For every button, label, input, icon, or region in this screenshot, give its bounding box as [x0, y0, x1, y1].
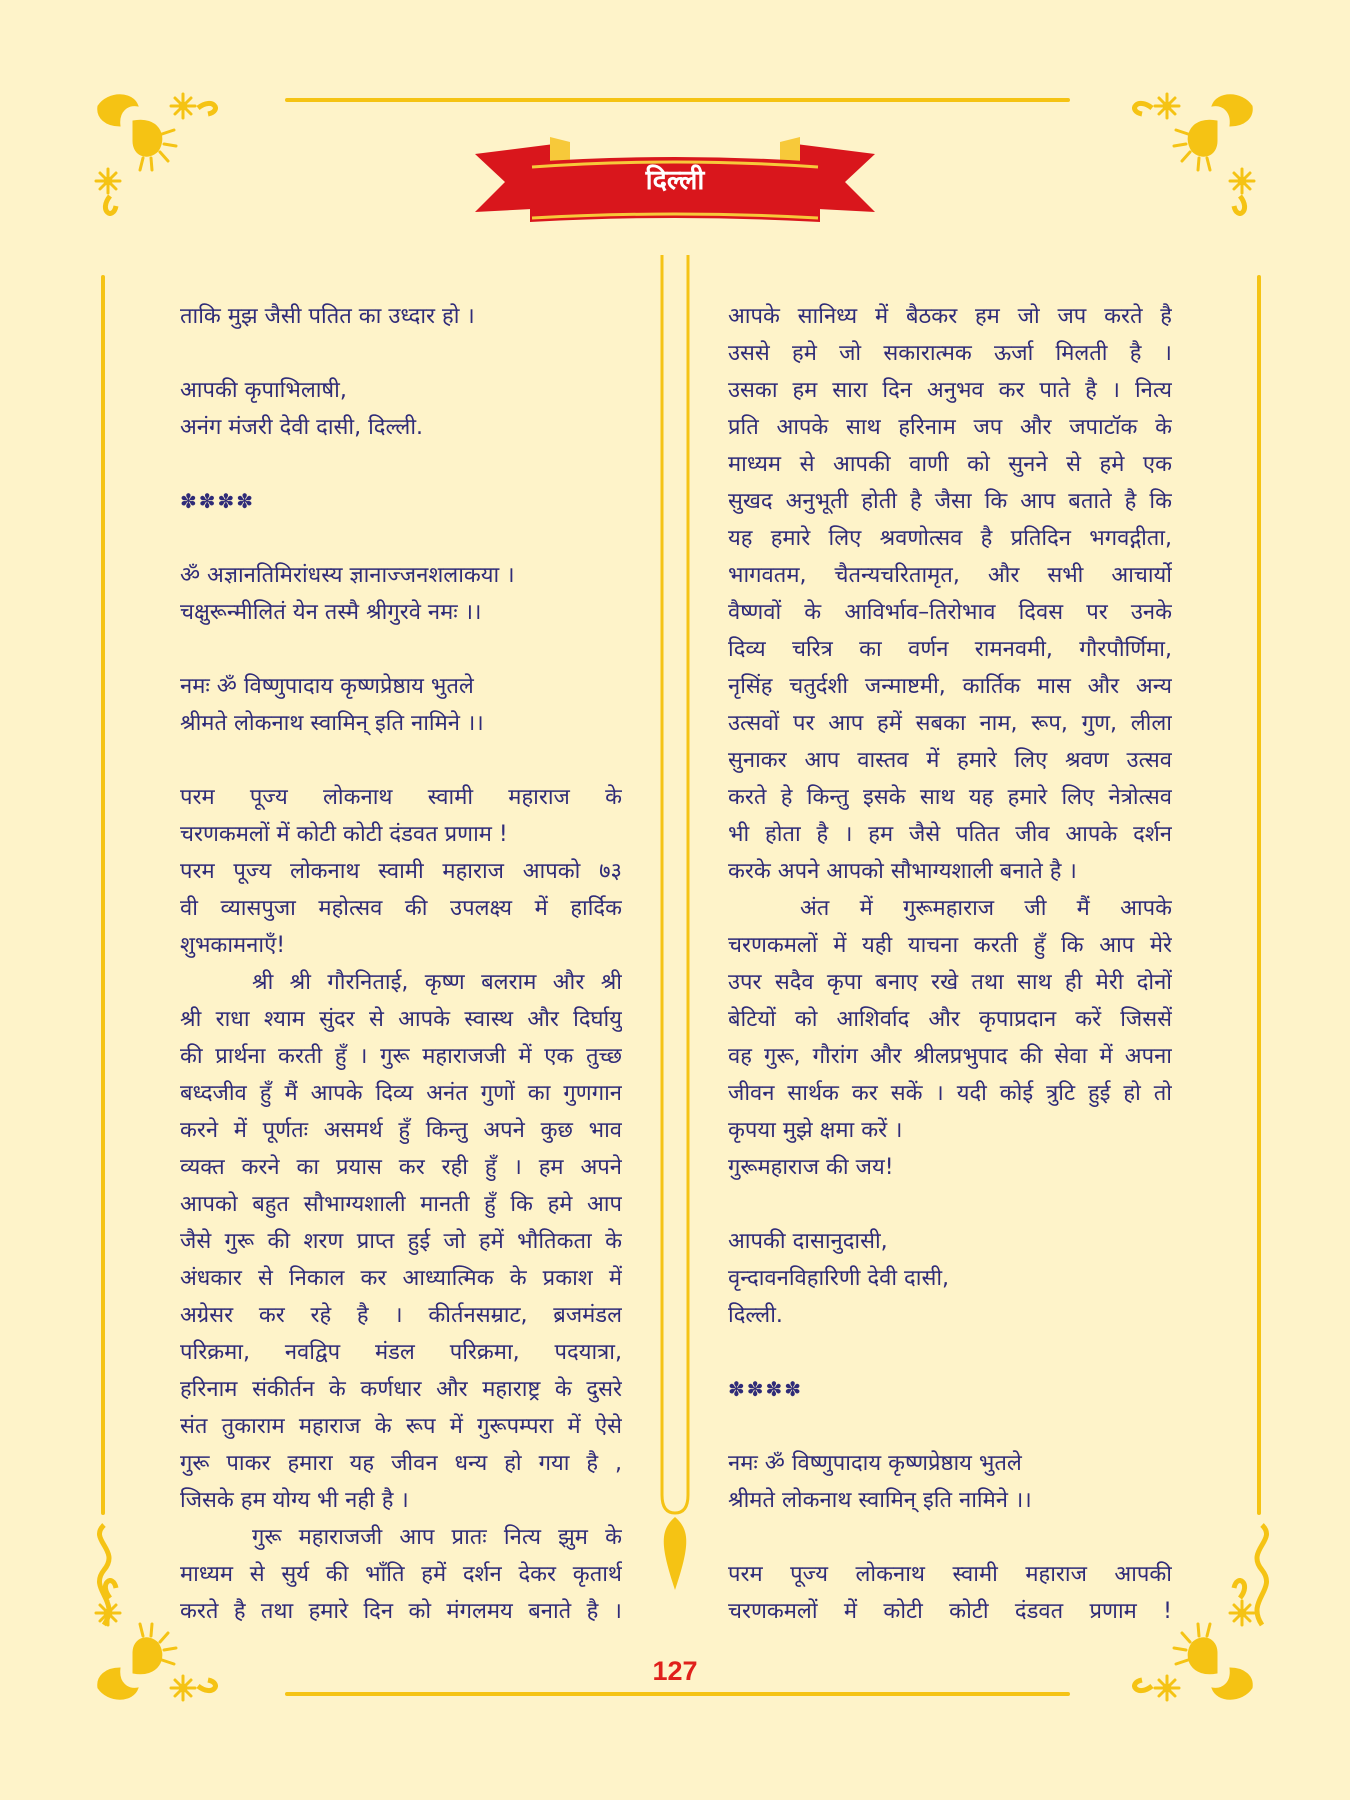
- corner-ornament-icon: [88, 86, 218, 216]
- border-right-line: [1257, 275, 1261, 1515]
- paragraph-line: संत तुकाराम महाराज के रूप में गुरूपम्परा में ऐसे: [180, 1414, 622, 1439]
- paragraph-line: परम पूज्य लोकनाथ स्वामी महाराज आपको ७३: [180, 859, 622, 884]
- side-scroll-ornament-icon: [86, 1520, 126, 1630]
- signature-line: अनंग मंजरी देवी दासी, दिल्ली.: [180, 415, 424, 440]
- verse-line: चक्षुरून्मीलितं येन तस्मै श्रीगुरवे नमः ।।: [180, 600, 482, 625]
- paragraph-line: गुरू पाकर हमारा यह जीवन धन्य हो गया है ,: [180, 1451, 622, 1476]
- right-text-column: [728, 298, 1172, 1630]
- paragraph-line: परम पूज्य लोकनाथ स्वामी महाराज आपकी: [728, 1562, 1172, 1587]
- page-title: दिल्ली: [645, 165, 705, 196]
- signature-line: दिल्ली.: [728, 1303, 783, 1328]
- paragraph-line: वह गुरू, गौरांग और श्रीलप्रभुपाद की सेवा में अपना: [728, 1044, 1172, 1069]
- paragraph-line: माध्यम से आपकी वाणी को सुनने से हमे एक: [728, 452, 1172, 477]
- blank-line: [728, 1186, 1172, 1223]
- page-number: 127: [652, 1656, 698, 1686]
- paragraph-line: परिक्रमा, नवद्विप मंडल परिक्रमा, पदयात्रा,: [180, 1340, 622, 1365]
- blank-line: [728, 1408, 1172, 1445]
- border-bottom-line: [285, 1692, 1070, 1696]
- paragraph-line: श्री श्री गौरनिताई, कृष्ण बलराम और श्री: [252, 970, 622, 995]
- paragraph-line: ताकि मुझ जैसी पतित का उध्दार हो ।: [180, 304, 475, 329]
- corner-ornament-icon: [1132, 86, 1262, 216]
- paragraph-line: कृपया मुझे क्षमा करें ।: [728, 1118, 903, 1143]
- blank-line: [180, 335, 622, 372]
- paragraph-line: हरिनाम संकीर्तन के कर्णधार और महाराष्ट्र के दुसरे: [180, 1377, 622, 1402]
- paragraph-line: भी होता है । हम जैसे पतित जीव आपके दर्शन: [728, 822, 1172, 847]
- border-left-line: [101, 275, 105, 1515]
- paragraph-line: जैसे गुरू की शरण प्राप्त हुई जो हमें भौतिकता के: [180, 1229, 622, 1254]
- verse-line: श्रीमते लोकनाथ स्वामिन् इति नामिने ।।: [180, 711, 484, 736]
- paragraph-line: चरणकमलों में यही याचना करती हुँ कि आप मेरे: [728, 933, 1172, 958]
- paragraph-line: करने में पूर्णतः असमर्थ हुँ किन्तु अपने कुछ भाव: [180, 1118, 622, 1143]
- section-separator: ✽✽✽✽: [180, 489, 256, 513]
- paragraph-line: सुखद अनुभूती होती है जैसा कि आप बताते है कि: [728, 489, 1172, 514]
- blank-line: [180, 446, 622, 483]
- paragraph-line: सुनाकर आप वास्तव में हमारे लिए श्रवण उत्सव: [728, 748, 1172, 773]
- paragraph-line: अंधकार से निकाल कर आध्यात्मिक के प्रकाश में: [180, 1266, 622, 1291]
- paragraph-line: प्रति आपके साथ हरिनाम जप और जपाटॉक के: [728, 415, 1172, 440]
- column-divider: [655, 255, 695, 1595]
- paragraph-line: चरणकमलों में कोटी कोटी दंडवत प्रणाम !: [728, 1599, 1172, 1624]
- paragraph-line: उपर सदैव कृपा बनाए रखे तथा साथ ही मेरी दोनों: [728, 970, 1172, 995]
- teardrop-ornament-icon: [664, 1517, 687, 1590]
- paragraph-line: उससे हमे जो सकारात्मक ऊर्जा मिलती है ।: [728, 341, 1172, 366]
- verse-line: ॐ अज्ञानतिमिरांधस्य ज्ञानाज्जनशलाकया ।: [180, 563, 515, 588]
- border-top-line: [285, 98, 1070, 102]
- paragraph-line: करते है तथा हमारे दिन को मंगलमय बनाते है ।: [180, 1599, 622, 1624]
- paragraph-line: की प्रार्थना करती हुँ । गुरू महाराजजी में एक तुच्छ: [180, 1044, 622, 1069]
- paragraph-line: गुरू महाराजजी आप प्रातः नित्य झुम के: [252, 1525, 622, 1550]
- paragraph-line: परम पूज्य लोकनाथ स्वामी महाराज के: [180, 785, 622, 810]
- paragraph-line: बध्दजीव हुँ मैं आपके दिव्य अनंत गुणों का गुणगान: [180, 1081, 622, 1106]
- left-text-column: [180, 298, 622, 1630]
- paragraph-line: आपके सानिध्य में बैठकर हम जो जप करते है: [728, 304, 1172, 329]
- paragraph-line: दिव्य चरित्र का वर्णन रामनवमी, गौरपौर्णिमा,: [728, 637, 1172, 662]
- paragraph-line: अग्रेसर कर रहे है । कीर्तनसम्राट, ब्रजमंडल: [180, 1303, 622, 1328]
- paragraph-line: करते हे किन्तु इसके साथ यह हमारे लिए नेत्रोत्सव: [728, 785, 1172, 810]
- blank-line: [180, 742, 622, 779]
- paragraph-line: शुभकामनाएँ!: [180, 933, 286, 958]
- verse-line: नमः ॐ विष्णुपादाय कृष्णप्रेष्ठाय भुतले: [180, 674, 474, 699]
- paragraph-line: यह हमारे लिए श्रवणोत्सव है प्रतिदिन भगवद्गीता,: [728, 526, 1172, 551]
- paragraph-line: जिसके हम योग्य भी नही है ।: [180, 1488, 409, 1513]
- verse-line: श्रीमते लोकनाथ स्वामिन् इति नामिने ।।: [728, 1488, 1032, 1513]
- blank-line: [728, 1334, 1172, 1371]
- paragraph-line: उसका हम सारा दिन अनुभव कर पाते है । नित्य: [728, 378, 1172, 403]
- paragraph-line: श्री राधा श्याम सुंदर से आपके स्वास्थ और दिर्घायु: [180, 1007, 622, 1032]
- signature-line: वृन्दावनविहारिणी देवी दासी,: [728, 1266, 950, 1291]
- paragraph-line: वी व्यासपुजा महोत्सव की उपलक्ष्य में हार्दिक: [180, 896, 622, 921]
- paragraph-line: जीवन सार्थक कर सकें । यदी कोई त्रुटि हुई हो तो: [728, 1081, 1172, 1106]
- blank-line: [180, 631, 622, 668]
- verse-line: नमः ॐ विष्णुपादाय कृष्णप्रेष्ठाय भुतले: [728, 1451, 1022, 1476]
- title-ribbon-banner: [460, 122, 890, 232]
- signature-line: आपकी कृपाभिलाषी,: [180, 378, 347, 403]
- section-separator: ✽✽✽✽: [728, 1377, 804, 1401]
- blank-line: [180, 520, 622, 557]
- paragraph-line: माध्यम से सुर्य की भाँति हमें दर्शन देकर कृतार्थ: [180, 1562, 622, 1587]
- paragraph-line: अंत में गुरूमहाराज जी मैं आपके: [800, 896, 1172, 921]
- paragraph-line: उत्सवों पर आप हमें सबका नाम, रूप, गुण, लीला: [728, 711, 1172, 736]
- paragraph-line: चरणकमलों में कोटी कोटी दंडवत प्रणाम !: [180, 822, 508, 847]
- paragraph-line: आपको बहुत सौभाग्यशाली मानती हुँ कि हमे आप: [180, 1192, 622, 1217]
- paragraph-line: भागवतम, चैतन्यचरितामृत, और सभी आचार्यो: [728, 563, 1172, 588]
- side-scroll-ornament-icon: [1240, 1520, 1280, 1630]
- paragraph-line: वैष्णवों के आविर्भाव–तिरोभाव दिवस पर उनके: [728, 600, 1172, 625]
- paragraph-line: नृसिंह चतुर्दशी जन्माष्टमी, कार्तिक मास और अन्य: [728, 674, 1172, 699]
- paragraph-line: गुरूमहाराज की जय!: [728, 1155, 894, 1180]
- paragraph-line: व्यक्त करने का प्रयास कर रही हुँ । हम अपने: [180, 1155, 622, 1180]
- blank-line: [728, 1519, 1172, 1556]
- signature-line: आपकी दासानुदासी,: [728, 1229, 888, 1254]
- paragraph-line: बेटियों को आशिर्वाद और कृपाप्रदान करें जिससें: [728, 1007, 1172, 1032]
- paragraph-line: करके अपने आपको सौभाग्यशाली बनाते है ।: [728, 859, 1077, 884]
